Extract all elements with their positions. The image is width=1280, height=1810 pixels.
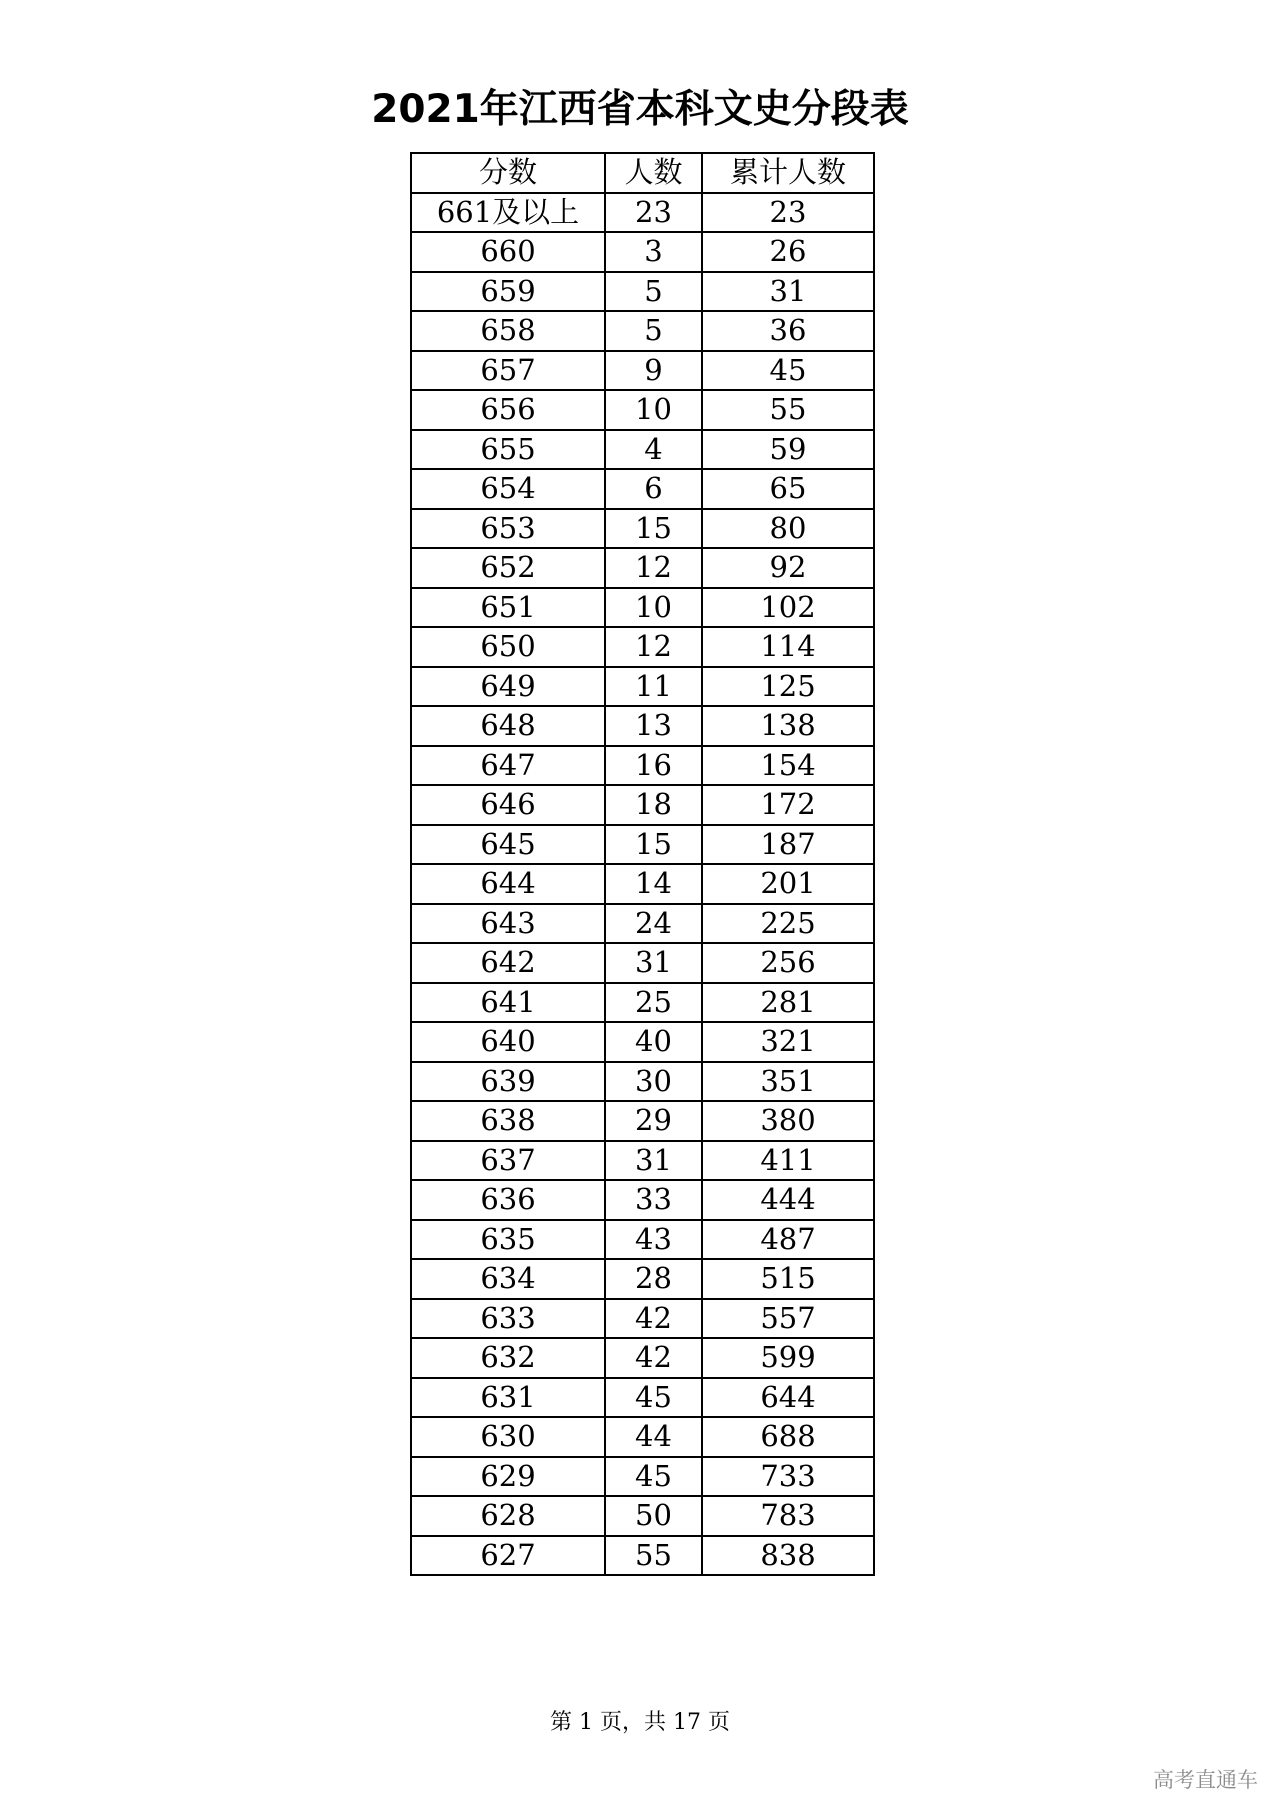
- count-cell: 31: [605, 943, 702, 983]
- cumulative-cell: 23: [702, 193, 874, 233]
- score-cell: 629: [411, 1457, 605, 1497]
- table-body: [411, 193, 874, 1576]
- table-row: [411, 1536, 874, 1576]
- page-footer: 第 1 页，共 17 页: [550, 1710, 730, 1735]
- score-cell: 632: [411, 1338, 605, 1378]
- score-cell: 634: [411, 1259, 605, 1299]
- cumulative-cell: 444: [702, 1180, 874, 1220]
- score-cell: 648: [411, 706, 605, 746]
- count-cell: 30: [605, 1062, 702, 1102]
- table-row: [411, 1180, 874, 1220]
- table-row: [411, 1101, 874, 1141]
- score-cell: 659: [411, 272, 605, 312]
- cumulative-cell: 599: [702, 1338, 874, 1378]
- cumulative-cell: 201: [702, 864, 874, 904]
- table-row: [411, 588, 874, 628]
- count-cell: 14: [605, 864, 702, 904]
- table-row: [411, 983, 874, 1023]
- cumulative-cell: 55: [702, 390, 874, 430]
- count-cell: 12: [605, 548, 702, 588]
- count-cell: 40: [605, 1022, 702, 1062]
- table-row: [411, 1338, 874, 1378]
- count-cell: 24: [605, 904, 702, 944]
- score-cell: 647: [411, 746, 605, 786]
- table-row: [411, 1417, 874, 1457]
- score-distribution-table: [410, 152, 875, 1576]
- cumulative-cell: 114: [702, 627, 874, 667]
- header-count: 人数: [605, 153, 702, 193]
- table-row: [411, 943, 874, 983]
- count-cell: 33: [605, 1180, 702, 1220]
- header-cumulative: 累计人数: [702, 153, 874, 193]
- table-row: [411, 548, 874, 588]
- score-cell: 645: [411, 825, 605, 865]
- score-cell: 649: [411, 667, 605, 707]
- cumulative-cell: 411: [702, 1141, 874, 1181]
- table-row: [411, 390, 874, 430]
- table-row: [411, 1220, 874, 1260]
- watermark: 高考直通车: [1153, 1768, 1258, 1792]
- score-cell: 638: [411, 1101, 605, 1141]
- score-cell: 660: [411, 232, 605, 272]
- cumulative-cell: 45: [702, 351, 874, 391]
- count-cell: 3: [605, 232, 702, 272]
- count-cell: 15: [605, 509, 702, 549]
- count-cell: 4: [605, 430, 702, 470]
- table-row: [411, 1457, 874, 1497]
- table-row: [411, 351, 874, 391]
- count-cell: 13: [605, 706, 702, 746]
- score-cell: 655: [411, 430, 605, 470]
- table-row: [411, 785, 874, 825]
- score-cell: 653: [411, 509, 605, 549]
- cumulative-cell: 154: [702, 746, 874, 786]
- count-cell: 50: [605, 1496, 702, 1536]
- count-cell: 11: [605, 667, 702, 707]
- cumulative-cell: 733: [702, 1457, 874, 1497]
- table-row: [411, 193, 874, 233]
- cumulative-cell: 225: [702, 904, 874, 944]
- cumulative-cell: 187: [702, 825, 874, 865]
- count-cell: 6: [605, 469, 702, 509]
- count-cell: 44: [605, 1417, 702, 1457]
- score-cell: 652: [411, 548, 605, 588]
- count-cell: 9: [605, 351, 702, 391]
- table-row: [411, 1141, 874, 1181]
- page-title: 2021年江西省本科文史分段表: [371, 87, 909, 132]
- score-cell: 641: [411, 983, 605, 1023]
- cumulative-cell: 557: [702, 1299, 874, 1339]
- count-cell: 18: [605, 785, 702, 825]
- score-cell: 639: [411, 1062, 605, 1102]
- table-row: [411, 232, 874, 272]
- table-row: [411, 825, 874, 865]
- count-cell: 10: [605, 390, 702, 430]
- score-cell: 654: [411, 469, 605, 509]
- cumulative-cell: 36: [702, 311, 874, 351]
- score-cell: 646: [411, 785, 605, 825]
- table-row: [411, 430, 874, 470]
- table-row: [411, 509, 874, 549]
- cumulative-cell: 65: [702, 469, 874, 509]
- table-row: [411, 1259, 874, 1299]
- score-cell: 631: [411, 1378, 605, 1418]
- cumulative-cell: 281: [702, 983, 874, 1023]
- cumulative-cell: 321: [702, 1022, 874, 1062]
- count-cell: 42: [605, 1299, 702, 1339]
- count-cell: 23: [605, 193, 702, 233]
- table-row: [411, 1378, 874, 1418]
- score-cell: 627: [411, 1536, 605, 1576]
- score-cell: 643: [411, 904, 605, 944]
- score-cell: 635: [411, 1220, 605, 1260]
- cumulative-cell: 256: [702, 943, 874, 983]
- table-row: [411, 1022, 874, 1062]
- count-cell: 16: [605, 746, 702, 786]
- count-cell: 5: [605, 311, 702, 351]
- cumulative-cell: 172: [702, 785, 874, 825]
- cumulative-cell: 380: [702, 1101, 874, 1141]
- table-row: [411, 706, 874, 746]
- cumulative-cell: 688: [702, 1417, 874, 1457]
- count-cell: 29: [605, 1101, 702, 1141]
- count-cell: 42: [605, 1338, 702, 1378]
- count-cell: 15: [605, 825, 702, 865]
- cumulative-cell: 31: [702, 272, 874, 312]
- score-cell: 650: [411, 627, 605, 667]
- cumulative-cell: 515: [702, 1259, 874, 1299]
- table-row: [411, 469, 874, 509]
- score-cell: 633: [411, 1299, 605, 1339]
- header-score: 分数: [411, 153, 605, 193]
- score-cell: 661及以上: [411, 193, 605, 233]
- count-cell: 55: [605, 1536, 702, 1576]
- table-row: [411, 904, 874, 944]
- cumulative-cell: 644: [702, 1378, 874, 1418]
- cumulative-cell: 26: [702, 232, 874, 272]
- cumulative-cell: 838: [702, 1536, 874, 1576]
- table-row: [411, 864, 874, 904]
- cumulative-cell: 487: [702, 1220, 874, 1260]
- cumulative-cell: 80: [702, 509, 874, 549]
- cumulative-cell: 125: [702, 667, 874, 707]
- table-row: [411, 746, 874, 786]
- cumulative-cell: 59: [702, 430, 874, 470]
- cumulative-cell: 138: [702, 706, 874, 746]
- table-row: [411, 1062, 874, 1102]
- cumulative-cell: 783: [702, 1496, 874, 1536]
- cumulative-cell: 102: [702, 588, 874, 628]
- score-cell: 651: [411, 588, 605, 628]
- score-cell: 637: [411, 1141, 605, 1181]
- count-cell: 45: [605, 1378, 702, 1418]
- score-cell: 658: [411, 311, 605, 351]
- table-row: [411, 272, 874, 312]
- count-cell: 45: [605, 1457, 702, 1497]
- table-row: [411, 1496, 874, 1536]
- count-cell: 28: [605, 1259, 702, 1299]
- score-cell: 657: [411, 351, 605, 391]
- count-cell: 12: [605, 627, 702, 667]
- table-row: [411, 667, 874, 707]
- count-cell: 43: [605, 1220, 702, 1260]
- table-row: [411, 311, 874, 351]
- score-cell: 630: [411, 1417, 605, 1457]
- cumulative-cell: 92: [702, 548, 874, 588]
- score-cell: 644: [411, 864, 605, 904]
- count-cell: 25: [605, 983, 702, 1023]
- score-cell: 636: [411, 1180, 605, 1220]
- table-header-row: [411, 153, 874, 193]
- score-cell: 628: [411, 1496, 605, 1536]
- cumulative-cell: 351: [702, 1062, 874, 1102]
- count-cell: 5: [605, 272, 702, 312]
- count-cell: 31: [605, 1141, 702, 1181]
- table-row: [411, 1299, 874, 1339]
- score-cell: 656: [411, 390, 605, 430]
- score-cell: 640: [411, 1022, 605, 1062]
- count-cell: 10: [605, 588, 702, 628]
- score-cell: 642: [411, 943, 605, 983]
- table-row: [411, 627, 874, 667]
